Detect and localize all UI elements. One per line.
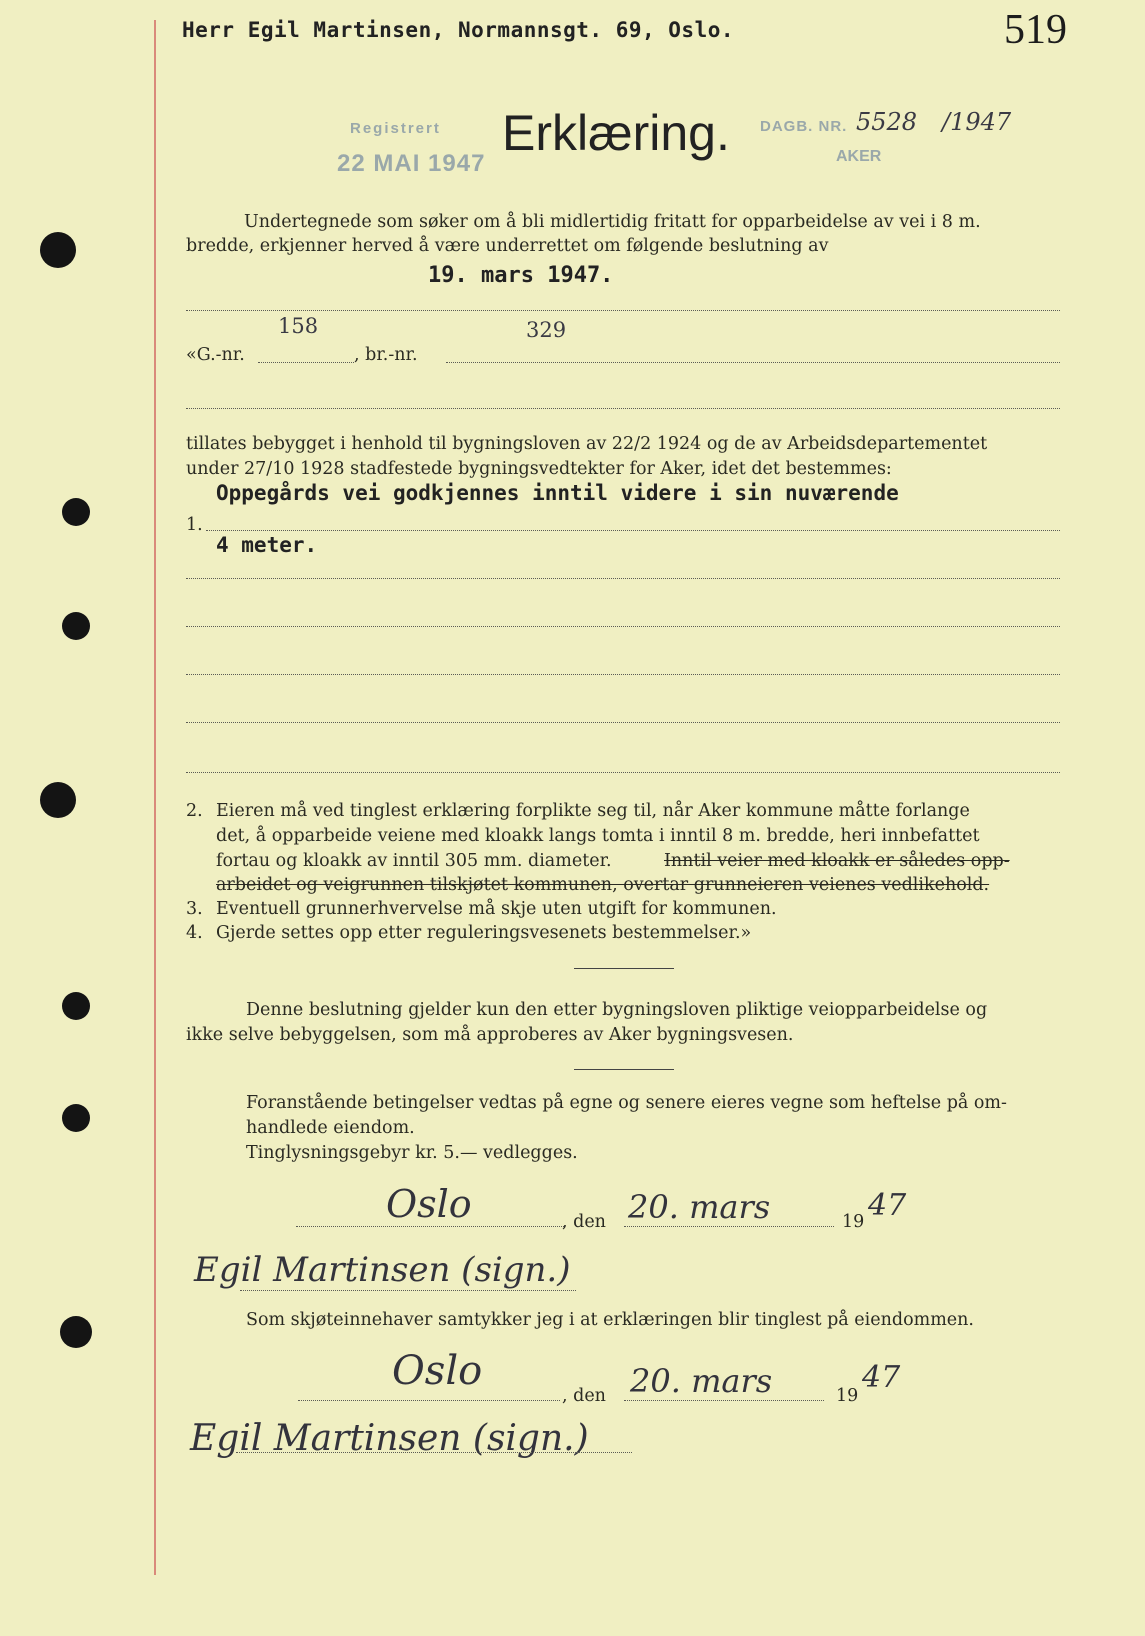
conditions-line: under 27/10 1928 stadfestede bygningsvedtekter for Aker, idet det bestemmes: xyxy=(186,459,892,479)
binder-hole xyxy=(62,498,90,526)
item2-line: fortau og kloakk av inntil 305 mm. diameter. xyxy=(216,851,612,871)
easement-line: handlede eiendom. xyxy=(246,1118,415,1138)
binder-hole xyxy=(62,612,90,640)
note-line: ikke selve bebyggelsen, som må approberes av Aker bygningsvesen. xyxy=(186,1025,794,1045)
year-suffix: 47 xyxy=(868,1188,907,1223)
fee-line: Tinglysningsgebyr kr. 5.— vedlegges. xyxy=(246,1143,578,1163)
intro-line: bredde, erkjenner herved å være underrettet om følgende beslutning av xyxy=(186,236,829,256)
brnr-value: 329 xyxy=(526,318,567,342)
dotted-rule xyxy=(186,722,1060,723)
item4-number: 4. xyxy=(186,923,203,943)
signing-place: Oslo xyxy=(392,1348,483,1394)
page-number: 519 xyxy=(1004,7,1067,53)
item2-line: det, å opparbeide veiene med kloakk langs tomta i inntil 8 m. bredde, heri innbefattet xyxy=(216,826,980,846)
conditions-line: tillates bebygget i henhold til bygningsloven av 22/2 1924 og de av Arbeidsdepartementet xyxy=(186,434,988,454)
dotted-rule xyxy=(186,674,1060,675)
dotted-rule xyxy=(446,362,1060,363)
dotted-rule xyxy=(186,310,1060,311)
item3-text: Eventuell grunnerhvervelse må skje uten utgift for kommunen. xyxy=(216,899,777,919)
year-prefix: 19 xyxy=(842,1212,865,1232)
item3-number: 3. xyxy=(186,899,203,919)
dotted-rule xyxy=(186,772,1060,773)
brnr-label: , br.-nr. xyxy=(354,345,418,365)
signing-date: 20. mars xyxy=(628,1188,771,1226)
item1-typed-line: 4 meter. xyxy=(216,533,318,557)
intro-line: Undertegnede som søker om å bli midlertidig fritatt for opparbeidelse av vei i 8 m. xyxy=(244,212,981,232)
dagb-stamp-label: DAGB. NR. xyxy=(760,118,848,135)
consent-text: Som skjøteinnehaver samtykker jeg i at erklæringen blir tinglest på eiendommen. xyxy=(246,1310,974,1330)
gnr-value: 158 xyxy=(278,314,319,338)
year-suffix: 47 xyxy=(862,1360,901,1395)
municipality-stamp: AKER xyxy=(836,148,882,165)
dotted-rule xyxy=(186,578,1060,579)
den-label: , den xyxy=(562,1386,606,1406)
binder-hole xyxy=(62,1104,90,1132)
item4-text: Gjerde settes opp etter reguleringsvesenets bestemmelser.» xyxy=(216,923,752,943)
decision-date: 19. mars 1947. xyxy=(428,263,614,288)
separator xyxy=(574,1069,674,1070)
easement-line: Foranstående betingelser vedtas på egne og senere eieres vegne som heftelse på om- xyxy=(246,1093,1007,1113)
year-prefix: 19 xyxy=(836,1386,859,1406)
dotted-rule xyxy=(206,530,1060,531)
den-label: , den xyxy=(562,1212,606,1232)
separator xyxy=(574,968,674,969)
sender-header: Herr Egil Martinsen, Normannsgt. 69, Oslo. xyxy=(182,18,735,42)
margin-line xyxy=(154,20,156,1575)
signing-place: Oslo xyxy=(386,1182,472,1226)
handwritten-signature: Egil Martinsen (sign.) xyxy=(190,1418,589,1459)
dotted-rule xyxy=(298,1400,560,1401)
dotted-rule xyxy=(186,626,1060,627)
dotted-rule xyxy=(296,1226,564,1227)
dotted-rule xyxy=(624,1400,824,1401)
received-stamp-label: Registrert xyxy=(350,120,441,137)
dotted-rule xyxy=(186,408,1060,409)
dagb-year: /1947 xyxy=(942,108,1012,136)
document-title: Erklæring. xyxy=(502,105,730,161)
dotted-rule xyxy=(236,1452,632,1453)
item2-number: 2. xyxy=(186,801,203,821)
binder-hole xyxy=(40,232,76,268)
note-line: Denne beslutning gjelder kun den etter bygningsloven pliktige veiopparbeidelse og xyxy=(246,1000,988,1020)
gnr-label: «G.-nr. xyxy=(186,345,245,365)
dotted-rule xyxy=(258,362,354,363)
item2-struck-text: arbeidet og veigrunnen tilskjøtet kommunen, overtar grunneieren veienes vedlikehold. xyxy=(216,875,990,895)
handwritten-signature: Egil Martinsen (sign.) xyxy=(194,1250,571,1290)
received-stamp-date: 22 MAI 1947 xyxy=(337,150,486,177)
dagb-number: 5528 xyxy=(856,108,918,136)
signing-date: 20. mars xyxy=(630,1362,773,1400)
dotted-rule xyxy=(240,1290,576,1291)
item2-line: Eieren må ved tinglest erklæring forplikte seg til, når Aker kommune måtte forlange xyxy=(216,801,970,821)
binder-hole xyxy=(40,782,76,818)
dotted-rule xyxy=(624,1226,834,1227)
binder-hole xyxy=(60,1316,92,1348)
item1-typed-line: Oppegårds vei godkjennes inntil videre i sin nuværende xyxy=(216,481,899,505)
binder-hole xyxy=(62,992,90,1020)
item2-struck-text: Inntil veier med kloakk er således opp- xyxy=(664,851,1010,871)
item1-number: 1. xyxy=(186,515,203,535)
